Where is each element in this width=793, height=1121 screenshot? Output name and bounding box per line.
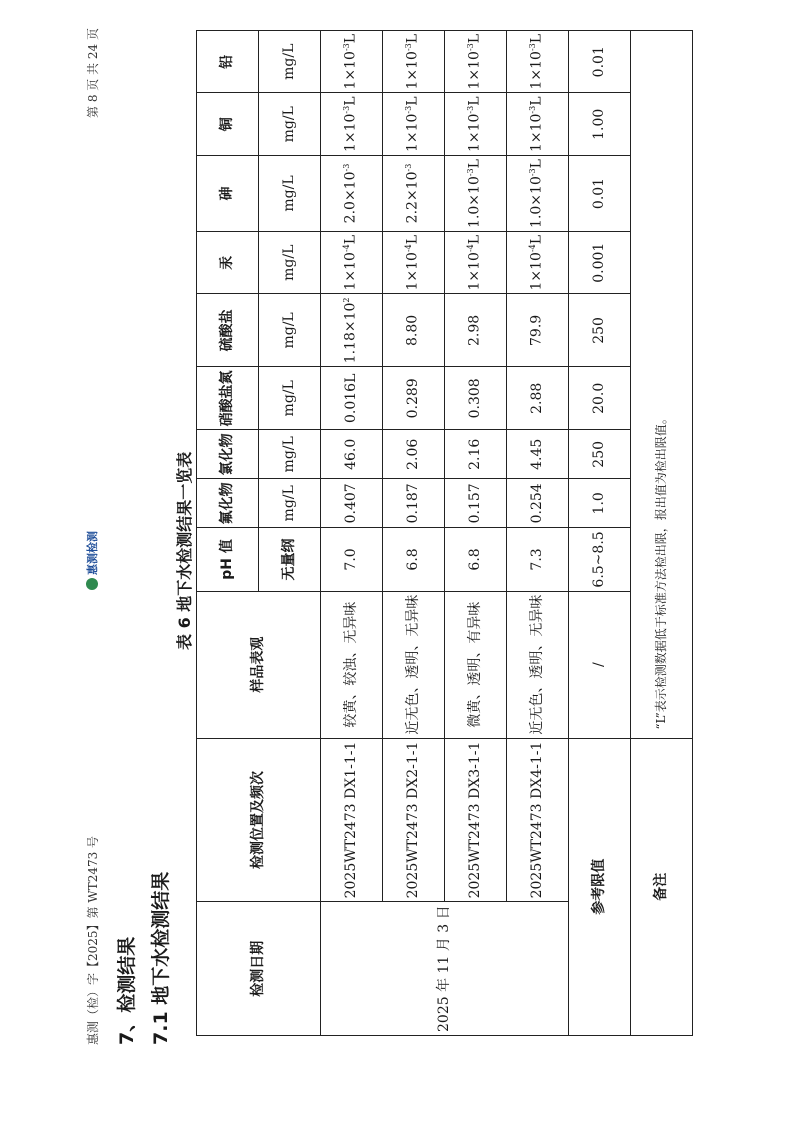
value-exponent: -3 — [404, 43, 414, 52]
value-suffix: L — [343, 234, 360, 245]
value-exponent: -4 — [466, 244, 476, 253]
table-row — [507, 30, 569, 1035]
appearance-cell: 微黄、透明、有异味 — [445, 591, 507, 738]
logo-text: 惠测检测 — [86, 531, 99, 575]
value-exponent: -3 — [466, 43, 476, 52]
reference-label: 参考限值 — [569, 738, 631, 1035]
reference-row — [569, 30, 631, 1035]
value-exponent: -3 — [404, 163, 414, 172]
unit-chloride: mg/L — [259, 430, 321, 479]
arsenic-cell — [445, 156, 507, 232]
nitrate-cell: 0.289 — [383, 367, 445, 430]
ph-cell: 7.3 — [507, 528, 569, 591]
header-sulfate: 硫酸盐 — [197, 294, 259, 367]
value-exponent: -4 — [528, 244, 538, 253]
reference-lead: 0.01 — [569, 30, 631, 93]
header-location: 检测位置及频次 — [197, 738, 321, 902]
header-date: 检测日期 — [197, 902, 321, 1036]
location-cell: 2025WT2473 DX2-1-1 — [383, 738, 445, 902]
value-exponent: -4 — [342, 244, 352, 253]
unit-lead: mg/L — [259, 30, 321, 93]
reference-ph: 6.5~8.5 — [569, 528, 631, 591]
section-heading: 7、检测结果 — [116, 936, 138, 1045]
nitrate-cell: 0.016L — [321, 367, 383, 430]
value-suffix: L — [467, 234, 484, 245]
unit-ph: 无量纲 — [259, 528, 321, 591]
date-cell: 2025 年 11 月 3 日 — [321, 902, 569, 1036]
value-suffix: L — [405, 33, 422, 44]
value-base: 1×10 — [467, 113, 484, 153]
header-fluoride: 氟化物 — [197, 479, 259, 528]
value-base: 1×10 — [343, 113, 360, 153]
appearance-cell: 较黄、较浊、无异味 — [321, 591, 383, 738]
reference-nitrate: 20.0 — [569, 367, 631, 430]
document-number: 惠测（检）字【2025】第 WT2473 号 — [86, 835, 100, 1045]
value-base: 1×10 — [529, 252, 546, 291]
table-row — [383, 30, 445, 1035]
ph-cell: 6.8 — [445, 528, 507, 591]
nitrate-cell: 0.308 — [445, 367, 507, 430]
value-suffix: L — [529, 159, 546, 169]
unit-fluoride: mg/L — [259, 479, 321, 528]
value-base: 1.0×10 — [467, 176, 484, 228]
value-base: 1×10 — [405, 113, 422, 153]
header-copper: 铜 — [197, 93, 259, 156]
ph-cell: 7.0 — [321, 528, 383, 591]
chloride-cell: 46.0 — [321, 430, 383, 479]
fluoride-cell: 0.254 — [507, 479, 569, 528]
arsenic-cell — [321, 156, 383, 232]
value-base: 8.80 — [405, 314, 422, 346]
value-exponent: -3 — [342, 43, 352, 52]
fluoride-cell: 0.187 — [383, 479, 445, 528]
lead-cell — [383, 30, 445, 93]
location-cell: 2025WT2473 DX1-1-1 — [321, 738, 383, 902]
mercury-cell — [321, 231, 383, 294]
value-base: 1×10 — [529, 113, 546, 153]
chloride-cell: 4.45 — [507, 430, 569, 479]
value-exponent: 2 — [342, 297, 352, 303]
remarks-row — [631, 30, 693, 1035]
arsenic-cell — [383, 156, 445, 232]
remarks-text: “L”表示检测数据低于标准方法检出限，报出值为检出限值。 — [631, 30, 693, 738]
header-lead: 铅 — [197, 30, 259, 93]
page-number: 第 8 页 共 24 页 — [86, 28, 100, 118]
copper-cell — [507, 93, 569, 156]
value-suffix: L — [467, 96, 484, 106]
value-exponent: -4 — [404, 244, 414, 253]
value-base: 1.0×10 — [529, 176, 546, 228]
copper-cell — [445, 93, 507, 156]
fluoride-cell: 0.407 — [321, 479, 383, 528]
value-suffix: L — [529, 96, 546, 106]
reference-arsenic: 0.01 — [569, 156, 631, 232]
value-base: 1×10 — [405, 252, 422, 291]
sulfate-cell — [321, 294, 383, 367]
lead-cell — [507, 30, 569, 93]
unit-mercury: mg/L — [259, 231, 321, 294]
value-base: 2.98 — [467, 314, 484, 346]
unit-sulfate: mg/L — [259, 294, 321, 367]
remarks-label: 备注 — [631, 738, 693, 1035]
sulfate-cell — [507, 294, 569, 367]
value-base: 1×10 — [467, 252, 484, 291]
value-base: 1×10 — [343, 51, 360, 90]
sulfate-cell — [383, 294, 445, 367]
table-row — [445, 30, 507, 1035]
table-title: 表 6 地下水检测结果一览表 — [175, 451, 194, 650]
value-exponent: -3 — [466, 168, 476, 177]
chloride-cell: 2.16 — [445, 430, 507, 479]
value-exponent: -3 — [528, 105, 538, 114]
logo-mark-icon — [86, 578, 98, 590]
value-exponent: -3 — [342, 105, 352, 114]
unit-arsenic: mg/L — [259, 156, 321, 232]
reference-mercury: 0.001 — [569, 231, 631, 294]
value-base: 1×10 — [529, 51, 546, 90]
lead-cell — [321, 30, 383, 93]
value-suffix: L — [343, 33, 360, 44]
sub-heading: 7.1 地下水检测结果 — [150, 871, 172, 1045]
mercury-cell — [507, 231, 569, 294]
appearance-cell: 近无色、透明、无异味 — [383, 591, 445, 738]
table-row — [321, 30, 383, 1035]
reference-appearance: / — [569, 591, 631, 738]
header-appearance: 样品表观 — [197, 591, 321, 738]
location-cell: 2025WT2473 DX3-1-1 — [445, 738, 507, 902]
table-header-row — [197, 30, 259, 1035]
value-suffix: L — [405, 96, 422, 106]
header-ph: pH 值 — [197, 528, 259, 591]
value-exponent: -3 — [404, 105, 414, 114]
mercury-cell — [445, 231, 507, 294]
value-suffix: L — [529, 33, 546, 44]
value-base: 1×10 — [343, 252, 360, 291]
lead-cell — [445, 30, 507, 93]
ph-cell: 6.8 — [383, 528, 445, 591]
arsenic-cell — [507, 156, 569, 232]
reference-chloride: 250 — [569, 430, 631, 479]
sulfate-cell — [445, 294, 507, 367]
value-suffix: L — [467, 33, 484, 44]
mercury-cell — [383, 231, 445, 294]
value-exponent: -3 — [466, 105, 476, 114]
value-base: 2.2×10 — [405, 171, 422, 224]
value-suffix: L — [343, 96, 360, 106]
value-suffix: L — [467, 159, 484, 169]
value-base: 1×10 — [405, 51, 422, 90]
header-mercury: 汞 — [197, 231, 259, 294]
value-base: 1×10 — [467, 51, 484, 90]
copper-cell — [383, 93, 445, 156]
location-cell: 2025WT2473 DX4-1-1 — [507, 738, 569, 902]
nitrate-cell: 2.88 — [507, 367, 569, 430]
value-base: 79.9 — [529, 314, 546, 346]
header-chloride: 氯化物 — [197, 430, 259, 479]
unit-copper: mg/L — [259, 93, 321, 156]
unit-nitrate: mg/L — [259, 367, 321, 430]
reference-fluoride: 1.0 — [569, 479, 631, 528]
reference-copper: 1.00 — [569, 93, 631, 156]
header-arsenic: 砷 — [197, 156, 259, 232]
value-base: 2.0×10 — [343, 171, 360, 224]
chloride-cell: 2.06 — [383, 430, 445, 479]
value-suffix: L — [529, 234, 546, 245]
value-exponent: -3 — [528, 43, 538, 52]
value-exponent: -3 — [342, 163, 352, 172]
value-base: 1.18×10 — [343, 302, 360, 364]
reference-sulfate: 250 — [569, 294, 631, 367]
results-table-wrapper — [196, 30, 693, 1036]
value-suffix: L — [405, 234, 422, 245]
results-table — [196, 30, 693, 1036]
appearance-cell: 近无色、透明、无异味 — [507, 591, 569, 738]
value-exponent: -3 — [528, 168, 538, 177]
copper-cell — [321, 93, 383, 156]
header-nitrate: 硝酸盐氮 — [197, 367, 259, 430]
company-logo — [84, 531, 100, 590]
fluoride-cell: 0.157 — [445, 479, 507, 528]
